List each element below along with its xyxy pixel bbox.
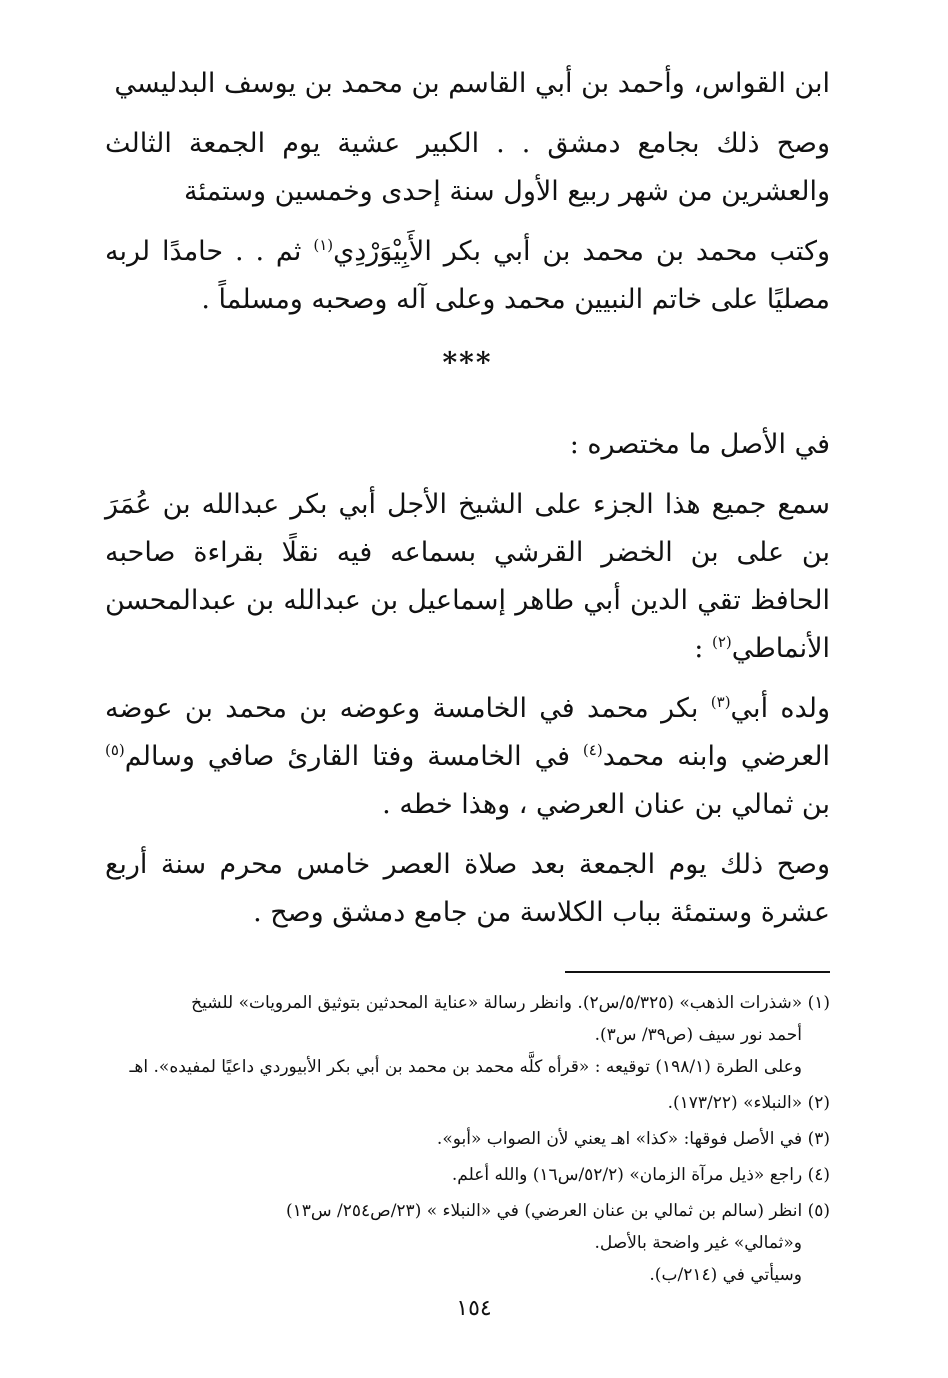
footnote-5-line-3: وسيأتي في (٢١٤/ب).	[649, 1265, 802, 1285]
footnote-ref-4[interactable]: (٤)	[582, 741, 603, 759]
paragraph-7-text: وصح ذلك يوم الجمعة بعد صلاة العصر خامس محرم سنة أربع عشرة وستمئة بباب الكلاسة من جامع دمشق وصح .	[105, 849, 830, 928]
footnote-1-line-2: أحمد نور سيف (ص٣٩/ س٣).	[594, 1025, 802, 1045]
footnote-5-line-1: (٥) انظر (سالم بن ثمالي بن عنان العرضي) في «النبلاء » (٢٣/ص٢٥٤/ س١٣)	[285, 1201, 830, 1221]
paragraph-7	[105, 841, 830, 937]
paragraph-6-text-c: في الخامسة وفتا القارئ صافي وسالم	[124, 741, 583, 772]
footnote-ref-1[interactable]: (١)	[313, 236, 334, 254]
main-text	[105, 60, 830, 937]
paragraph-6-text-d: بن ثمالي بن عنان العرضي ، وهذا خطه .	[382, 789, 830, 820]
footnote-ref-2[interactable]: (٢)	[711, 633, 732, 651]
paragraph-1-text: ابن القواس، وأحمد بن أبي القاسم بن محمد بن يوسف البدليسي	[114, 68, 830, 99]
footnote-4	[105, 1159, 830, 1191]
paragraph-6-text-a: ولده أبي	[730, 693, 831, 724]
footnote-1	[105, 987, 830, 1083]
footnotes	[105, 987, 830, 1291]
paragraph-5-text-b: :	[694, 633, 712, 664]
footnote-1-line-3: وعلى الطرة (١٩٨/١) توقيعه : «قرأه كلَّه محمد بن محمد بن أبي بكر الأبيوردي داعيًا لمفيده». اهـ	[129, 1057, 802, 1077]
paragraph-3-text-a: وكتب محمد بن محمد بن أبي بكر الأَبِيْوَرْدِي	[333, 236, 830, 267]
footnote-2-text: (٢) «النبلاء» (١٧٣/٢٢).	[667, 1093, 830, 1113]
footnote-1-line-1: (١) «شذرات الذهب» (٥/٣٢٥/س٢). وانظر رسالة «عناية المحدثين بتوثيق المرويات» للشيخ	[191, 993, 830, 1013]
footnote-3-text: (٣) في الأصل فوقها: «كذا» اهـ يعني لأن الصواب «أبو».	[436, 1129, 830, 1149]
footnote-5-line-2: و«ثمالي» غير واضحة بالأصل.	[594, 1233, 802, 1253]
paragraph-3	[105, 228, 830, 324]
paragraph-2	[105, 120, 830, 216]
paragraph-5	[105, 481, 830, 673]
paragraph-2-text: وصح ذلك بجامع دمشق . . الكبير عشية يوم الجمعة الثالث والعشرين من شهر ربيع الأول سنة إحدى وخمسين وستمئة	[105, 128, 830, 207]
footnote-4-text: (٤) راجع «ذيل مرآة الزمان» (٥٢/٢/س١٦) والله أعلم.	[451, 1165, 830, 1185]
footnote-2	[105, 1087, 830, 1119]
page-body	[105, 60, 830, 1295]
paragraph-4	[105, 421, 830, 469]
footnote-3	[105, 1123, 830, 1155]
footnote-ref-5[interactable]: (٥)	[105, 741, 125, 759]
paragraph-3-text-b: ثم . . حامدًا لربه مصليًا على خاتم النبيين محمد وعلى آله وصحبه ومسلماً .	[105, 236, 830, 315]
footnote-5	[105, 1195, 830, 1291]
paragraph-6-text-b: بكر محمد في الخامسة وعوضه بن محمد بن عوضه العرضي وابنه محمد	[105, 693, 830, 772]
section-separator: ***	[442, 346, 493, 379]
page-number: ١٥٤	[456, 1296, 492, 1321]
paragraph-1	[105, 60, 830, 108]
paragraph-5-text-a: سمع جميع هذا الجزء على الشيخ الأجل أبي بكر عبدالله بن عُمَرَ بن على بن الخضر القرشي بسماعه فيه نقلًا بقراءة صاحبه الحافظ تقي الدين أبي طاهر إسماعيل بن عبدالله بن عبدالمحسن الأنماطي	[105, 489, 830, 664]
paragraph-4-text: في الأصل ما مختصره :	[569, 429, 830, 460]
paragraph-6	[105, 685, 830, 829]
footnote-divider	[565, 971, 830, 973]
footnote-ref-3[interactable]: (٣)	[710, 693, 731, 711]
